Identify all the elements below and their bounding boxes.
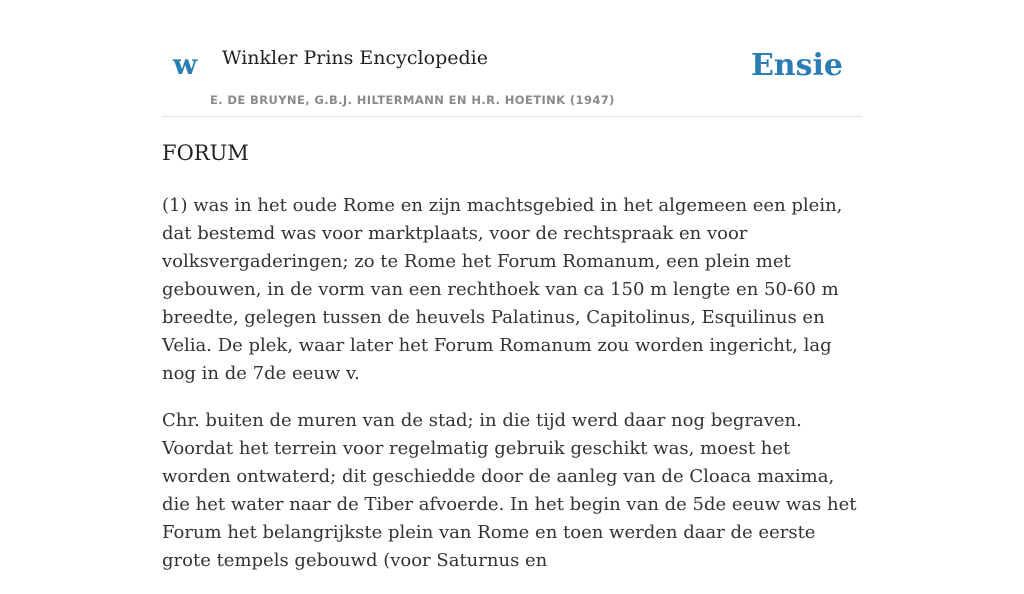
entry-paragraph: Chr. buiten de muren van de stad; in die tijd werd daar nog begraven. Voordat het terrein voor regelmatig gebruik geschikt was, moest het worden ontwaterd; dit geschiedde door de aanleg van de Cloaca maxima, die het water naar de Tiber afvoerde. In het begin van de 5de eeuw was het Forum het belangrijkste plein van Rome en toen werden daar de eerste grote tempels gebouwd (voor Saturnus en bbox=[162, 410, 857, 571]
source-title[interactable]: Winkler Prins Encyclopedie bbox=[222, 47, 488, 69]
source-authors: E. DE BRUYNE, G.B.J. HILTERMANN EN H.R. HOETINK (1947) bbox=[210, 93, 615, 107]
entry-title: FORUM bbox=[162, 141, 249, 165]
entry-body bbox=[162, 192, 862, 594]
winkler-prins-logo[interactable]: w bbox=[173, 48, 198, 81]
ensie-home-link[interactable]: Ensie bbox=[750, 48, 843, 83]
site-header bbox=[162, 0, 862, 117]
entry-paragraph: (1) was in het oude Rome en zijn machtsgebied in het algemeen een plein, dat bestemd was voor marktplaats, voor de rechtspraak en voor volksvergaderingen; zo te Rome het Forum Romanum, een plein met gebouwen, in de vorm van een rechthoek van ca 150 m lengte en 50-60 m breedte, gelegen tussen de heuvels Palatinus, Capitolinus, Esquilinus en Velia. De plek, waar later het Forum Romanum zou worden ingericht, lag nog in de 7de eeuw v. bbox=[162, 195, 843, 384]
